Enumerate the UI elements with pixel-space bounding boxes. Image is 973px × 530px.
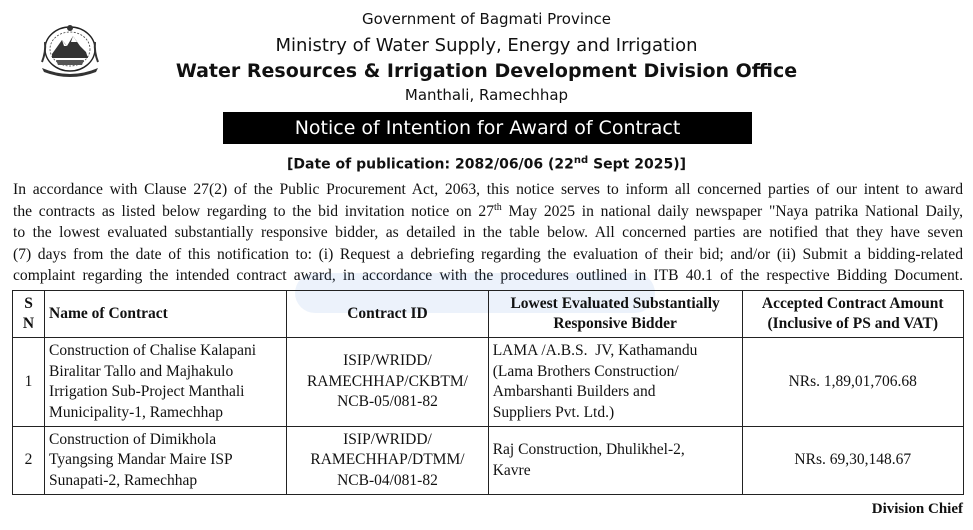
publication-date-suffix: Sept 2025)] bbox=[588, 156, 687, 173]
cell-sn: 1 bbox=[13, 338, 45, 427]
cell-line: Irrigation Sub-Project Manthali bbox=[49, 383, 245, 400]
cell-line: Suppliers Pvt. Ltd.) bbox=[492, 403, 615, 421]
header-amount bbox=[742, 291, 963, 338]
signature-label: Division Chief bbox=[871, 501, 963, 517]
table-row bbox=[13, 427, 964, 495]
cell-contract-id bbox=[287, 427, 488, 495]
cell-sn: 2 bbox=[13, 427, 45, 495]
cell-line: RAMECHHAP/CKBTM/ bbox=[306, 372, 468, 390]
cell-line: RAMECHHAP/DTMM/ bbox=[310, 451, 465, 469]
table-header-row bbox=[13, 291, 964, 338]
cell-line: ISIP/WRIDD/ bbox=[343, 430, 432, 448]
award-table bbox=[12, 290, 964, 495]
header-bidder-line: Lowest Evaluated Substantially bbox=[510, 295, 720, 312]
ministry-title: Ministry of Water Supply, Energy and Irrigation bbox=[275, 35, 698, 56]
header-sn bbox=[13, 291, 45, 338]
office-location: Manthali, Ramechhap bbox=[404, 86, 569, 104]
cell-line: Biralitar Tallo and Majhakulo bbox=[49, 362, 234, 380]
cell-line: NCB-05/081-82 bbox=[337, 393, 438, 411]
header-sn-top: S bbox=[24, 295, 33, 312]
cell-line: Sunapati-2, Ramechhap bbox=[49, 471, 198, 489]
cell-line: ISIP/WRIDD/ bbox=[343, 352, 432, 370]
header-bidder-line: Responsive Bidder bbox=[553, 315, 677, 332]
header-sn-bottom: N bbox=[22, 315, 35, 332]
table-row bbox=[13, 338, 964, 427]
header-contract-id: Contract ID bbox=[287, 291, 488, 338]
header-name: Name of Contract bbox=[45, 291, 287, 338]
publication-date bbox=[0, 155, 973, 173]
cell-line: Raj Construction, Dhulikhel-2, bbox=[492, 441, 685, 458]
body-line-sup: th bbox=[494, 201, 502, 213]
body-line: complaint regarding the intended contract award, in accordance with the procedures outlined in ITB 40.1 of the respective Bidding Document. bbox=[13, 267, 963, 284]
publication-date-prefix: [Date of publication: 2082/06/06 (22 bbox=[286, 156, 574, 173]
cell-line: Ambarshanti Builders and bbox=[492, 383, 656, 400]
cell-line: Tyangsing Mandar Maire ISP bbox=[49, 451, 233, 469]
body-line: to the lowest evaluated substantially responsive bidder, as detailed in the table below. All concerned parties are notified that they have seven bbox=[13, 224, 963, 241]
body-line: In accordance with Clause 27(2) of the Public Procurement Act, 2063, this notice serves to inform all concerned parties of our intent to award bbox=[13, 181, 963, 198]
cell-amount: NRs. 69,30,148.67 bbox=[742, 427, 963, 495]
cell-line: Kavre bbox=[492, 461, 531, 479]
cell-line: Construction of Chalise Kalapani bbox=[49, 342, 257, 359]
cell-contract-name bbox=[45, 427, 287, 495]
body-line-part: May 2025 in national daily newspaper "Naya patrika National Daily, bbox=[501, 202, 963, 220]
header-bidder bbox=[488, 291, 742, 338]
header-amount-line: Accepted Contract Amount bbox=[761, 295, 944, 312]
cell-contract-name bbox=[45, 338, 287, 427]
cell-line: LAMA /A.B.S. JV, Kathamandu bbox=[492, 342, 698, 359]
cell-amount: NRs. 1,89,01,706.68 bbox=[742, 338, 963, 427]
cell-line: Municipality-1, Ramechhap bbox=[49, 403, 223, 421]
office-title: Water Resources & Irrigation Development Division Office bbox=[175, 60, 798, 82]
cell-line: Construction of Dimikhola bbox=[49, 430, 217, 448]
header-amount-line: (Inclusive of PS and VAT) bbox=[767, 315, 939, 332]
body-line bbox=[13, 201, 963, 223]
notice-banner: Notice of Intention for Award of Contract bbox=[223, 112, 752, 144]
cell-contract-id bbox=[287, 338, 488, 427]
notice-body bbox=[13, 179, 963, 287]
cell-bidder bbox=[488, 338, 742, 427]
cell-line: (Lama Brothers Construction/ bbox=[492, 362, 679, 380]
publication-date-sup: nd bbox=[573, 155, 589, 166]
cell-line: NCB-04/081-82 bbox=[337, 471, 438, 489]
body-line: (7) days from the date of this notification to: (i) Request a debriefing regarding the evaluation of their bid; and/or (ii) Submit a bidding-related bbox=[13, 245, 963, 263]
body-line-part: the contracts as listed below regarding to the bid invitation notice on 27 bbox=[13, 202, 495, 220]
cell-bidder bbox=[488, 427, 742, 495]
government-title: Government of Bagmati Province bbox=[362, 10, 611, 28]
